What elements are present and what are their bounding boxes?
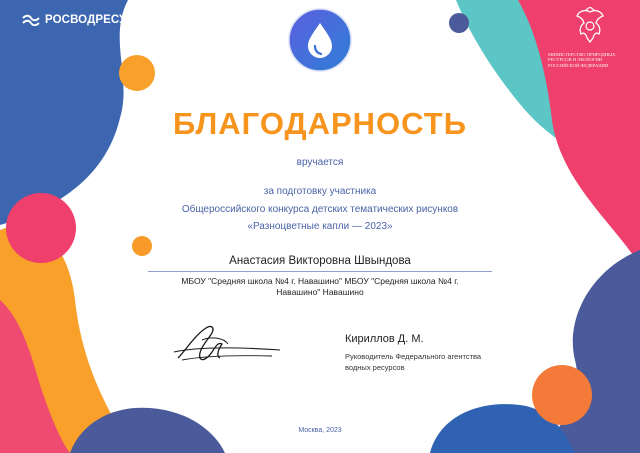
coat-of-arms-icon: [573, 7, 607, 45]
school-name: МБОУ "Средняя школа №4 г. Навашино" МБОУ "Средняя школа №4 г. Навашино" Навашино: [181, 276, 459, 297]
navy-circle-top-right: [449, 13, 469, 33]
brand-name: РОСВОДРЕСУРСЫ: [45, 14, 154, 26]
pink-circle-left: [6, 193, 76, 263]
reason-line-1: за подготовку участника: [263, 186, 377, 197]
water-drop-icon: [288, 8, 352, 72]
reason-line-3: «Разноцветные капли — 2023»: [247, 221, 393, 232]
recipient-name: Анастасия Викторовна Швындова: [229, 255, 411, 267]
blue-blob-top-left: [0, 0, 128, 225]
signer-name: Кириллов Д. М.: [345, 333, 424, 345]
brand-logo: [22, 14, 154, 26]
certificate-title: БЛАГОДАРНОСТЬ: [173, 106, 467, 141]
recipient-divider: [148, 271, 492, 272]
orange-circle-left: [132, 236, 152, 256]
signer-role: Руководитель Федерального агентства водных ресурсов: [345, 352, 482, 372]
brand-wave-icon: [22, 14, 40, 26]
awarded-label: вручается: [296, 157, 344, 168]
city-year: Москва, 2023: [298, 427, 342, 434]
reason-line-2: Общероссийского конкурса детских тематических рисунков: [181, 204, 459, 215]
orange-circle-top: [119, 55, 155, 91]
orange-circle-bottom-right: [532, 365, 592, 425]
signature-icon: [172, 322, 282, 364]
ministry-label: МИНИСТЕРСТВО ПРИРОДНЫХ РЕСУРСОВ И ЭКОЛОГИИ РОССИЙСКОЙ ФЕДЕРАЦИИ: [548, 52, 616, 68]
